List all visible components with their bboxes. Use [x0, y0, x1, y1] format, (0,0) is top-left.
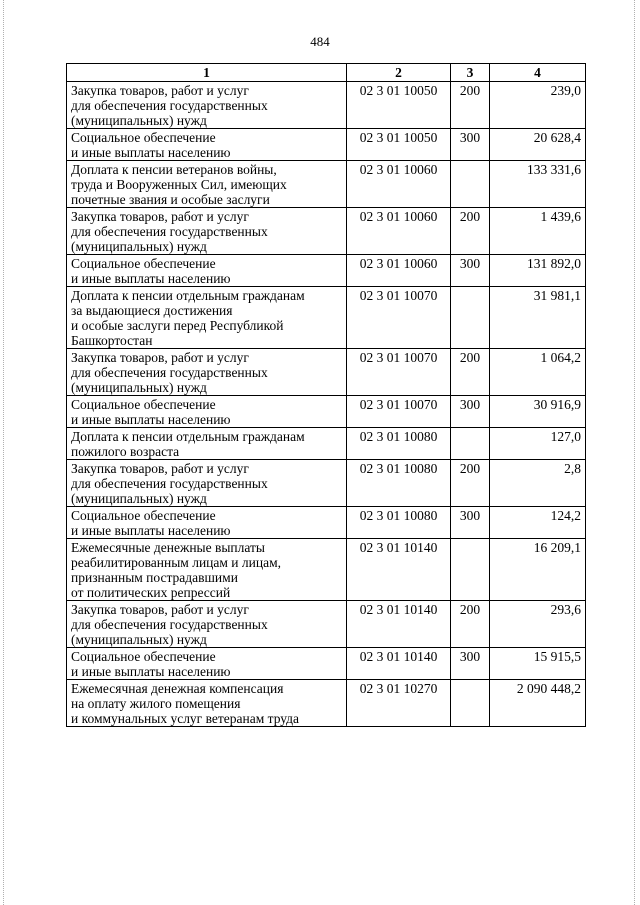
row-name-cell: Закупка товаров, работ и услуг для обеспечения государственных (муниципальных) нужд — [67, 460, 347, 507]
table-row — [67, 460, 586, 507]
table-row — [67, 648, 586, 680]
table-row — [67, 396, 586, 428]
row-name-cell: Доплата к пенсии ветеранов войны, труда и Вооруженных Сил, имеющих почетные звания и особые заслуги — [67, 161, 347, 208]
row-amount-cell: 1 064,2 — [490, 349, 586, 396]
row-name-cell: Закупка товаров, работ и услуг для обеспечения государственных (муниципальных) нужд — [67, 82, 347, 129]
row-name-cell: Ежемесячные денежные выплаты реабилитированным лицам и лицам, признанным пострадавшими от политических репрессий — [67, 539, 347, 601]
row-amount-cell: 2,8 — [490, 460, 586, 507]
table-row — [67, 287, 586, 349]
budget-table — [66, 63, 586, 727]
row-expense-type-cell: 300 — [451, 129, 490, 161]
row-expense-type-cell: 200 — [451, 208, 490, 255]
row-amount-cell: 20 628,4 — [490, 129, 586, 161]
row-code-cell: 02 3 01 10270 — [347, 680, 451, 727]
row-amount-cell: 2 090 448,2 — [490, 680, 586, 727]
column-header-2: 2 — [347, 64, 451, 82]
table-row — [67, 349, 586, 396]
row-amount-cell: 293,6 — [490, 601, 586, 648]
row-amount-cell: 133 331,6 — [490, 161, 586, 208]
column-header-1: 1 — [67, 64, 347, 82]
row-code-cell: 02 3 01 10080 — [347, 460, 451, 507]
row-expense-type-cell: 200 — [451, 601, 490, 648]
table-row — [67, 161, 586, 208]
table-row — [67, 539, 586, 601]
row-expense-type-cell: 300 — [451, 255, 490, 287]
row-name-cell: Ежемесячная денежная компенсация на оплату жилого помещения и коммунальных услуг ветеранам труда — [67, 680, 347, 727]
table-row — [67, 507, 586, 539]
page-number: 484 — [310, 34, 330, 49]
row-expense-type-cell: 300 — [451, 648, 490, 680]
row-name-cell: Закупка товаров, работ и услуг для обеспечения государственных (муниципальных) нужд — [67, 349, 347, 396]
row-amount-cell: 15 915,5 — [490, 648, 586, 680]
row-code-cell: 02 3 01 10070 — [347, 396, 451, 428]
row-code-cell: 02 3 01 10140 — [347, 648, 451, 680]
row-name-cell: Социальное обеспечение и иные выплаты населению — [67, 396, 347, 428]
row-name-cell: Социальное обеспечение и иные выплаты населению — [67, 255, 347, 287]
row-code-cell: 02 3 01 10050 — [347, 82, 451, 129]
column-header-4: 4 — [490, 64, 586, 82]
row-name-cell: Доплата к пенсии отдельным гражданам пожилого возраста — [67, 428, 347, 460]
table-row — [67, 208, 586, 255]
row-code-cell: 02 3 01 10080 — [347, 507, 451, 539]
table-row — [67, 82, 586, 129]
row-name-cell: Закупка товаров, работ и услуг для обеспечения государственных (муниципальных) нужд — [67, 601, 347, 648]
row-code-cell: 02 3 01 10140 — [347, 539, 451, 601]
row-amount-cell: 16 209,1 — [490, 539, 586, 601]
row-expense-type-cell: 200 — [451, 349, 490, 396]
table-row — [67, 680, 586, 727]
row-amount-cell: 124,2 — [490, 507, 586, 539]
row-code-cell: 02 3 01 10050 — [347, 129, 451, 161]
scan-edge-left — [3, 0, 5, 905]
row-expense-type-cell — [451, 161, 490, 208]
row-code-cell: 02 3 01 10070 — [347, 349, 451, 396]
row-amount-cell: 30 916,9 — [490, 396, 586, 428]
row-expense-type-cell: 300 — [451, 396, 490, 428]
header-row — [67, 64, 586, 82]
row-name-cell: Доплата к пенсии отдельным гражданам за выдающиеся достижения и особые заслуги перед Республикой Башкортостан — [67, 287, 347, 349]
row-expense-type-cell — [451, 428, 490, 460]
row-amount-cell: 1 439,6 — [490, 208, 586, 255]
row-expense-type-cell: 200 — [451, 82, 490, 129]
table-row — [67, 129, 586, 161]
table-body — [67, 82, 586, 727]
row-amount-cell: 239,0 — [490, 82, 586, 129]
row-name-cell: Социальное обеспечение и иные выплаты населению — [67, 507, 347, 539]
row-amount-cell: 131 892,0 — [490, 255, 586, 287]
row-code-cell: 02 3 01 10070 — [347, 287, 451, 349]
row-amount-cell: 127,0 — [490, 428, 586, 460]
row-code-cell: 02 3 01 10060 — [347, 255, 451, 287]
row-expense-type-cell — [451, 287, 490, 349]
row-name-cell: Социальное обеспечение и иные выплаты населению — [67, 648, 347, 680]
scan-edge-right — [634, 0, 636, 905]
row-code-cell: 02 3 01 10080 — [347, 428, 451, 460]
row-expense-type-cell — [451, 539, 490, 601]
column-header-3: 3 — [451, 64, 490, 82]
row-name-cell: Закупка товаров, работ и услуг для обеспечения государственных (муниципальных) нужд — [67, 208, 347, 255]
table-row — [67, 428, 586, 460]
table-row — [67, 601, 586, 648]
row-expense-type-cell: 200 — [451, 460, 490, 507]
table-row — [67, 255, 586, 287]
row-name-cell: Социальное обеспечение и иные выплаты населению — [67, 129, 347, 161]
row-code-cell: 02 3 01 10060 — [347, 208, 451, 255]
row-code-cell: 02 3 01 10060 — [347, 161, 451, 208]
row-expense-type-cell: 300 — [451, 507, 490, 539]
row-expense-type-cell — [451, 680, 490, 727]
row-amount-cell: 31 981,1 — [490, 287, 586, 349]
row-code-cell: 02 3 01 10140 — [347, 601, 451, 648]
